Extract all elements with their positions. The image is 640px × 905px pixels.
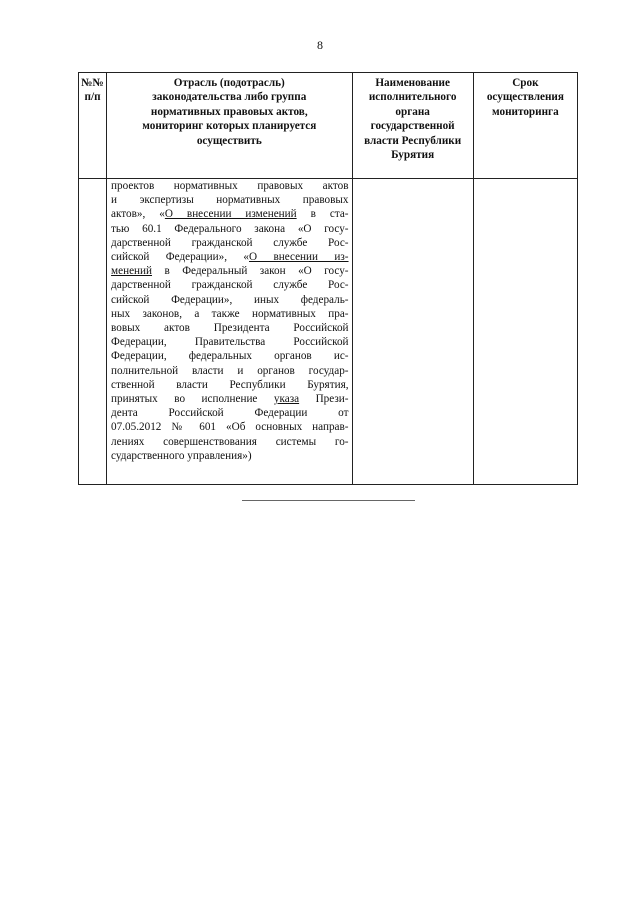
link-o-vnesenii-izmeneniy[interactable]: О внесении изменений [164, 208, 297, 221]
text-line: сударственного управления») [111, 449, 252, 462]
text-line: дарственной гражданской службе Рос- [111, 279, 349, 292]
text-line: полнительной власти и органов государ- [111, 364, 349, 377]
table-row [79, 179, 578, 485]
header-term: Срок осуществления мониторинга [473, 73, 577, 179]
row-number-cell [79, 179, 107, 485]
row-branch-cell [107, 179, 352, 485]
text-line: дарственной гражданской службе Рос- [111, 236, 349, 249]
text-line: и экспертизы нормативных правовых [111, 194, 349, 207]
text-line: принятых во исполнение указа Прези- [111, 393, 349, 406]
monitoring-table [78, 72, 578, 485]
end-rule [242, 500, 415, 501]
text-line: менений в Федеральный закон «О госу- [111, 265, 349, 278]
text-line: ственной власти Республики Бурятия, [111, 378, 349, 391]
link-o-vnesenii-izmeneniy-fz[interactable]: О внесении из- [249, 251, 349, 264]
text-line: лениях совершенствования системы го- [111, 435, 349, 448]
text-line: сийской Федерации», «О внесении из- [111, 251, 349, 264]
text-line: дента Российской Федерации от [111, 407, 349, 420]
header-agency: Наименование исполнительного органа государственной власти Республики Бурятия [352, 73, 473, 179]
text-line: 07.05.2012 № 601 «Об основных направ- [111, 421, 349, 434]
link-o-vnesenii-izmeneniy-fz-cont[interactable]: менений [111, 265, 153, 278]
link-ukaz[interactable]: указа [273, 393, 300, 406]
text-line: проектов нормативных правовых актов [111, 180, 349, 192]
text-line: Федерации, федеральных органов ис- [111, 350, 349, 363]
header-number: №№ п/п [79, 73, 107, 179]
text-line: Федерации, Правительства Российской [111, 336, 349, 349]
text-line: актов», «О внесении изменений в ста- [111, 208, 349, 221]
row-term-cell [473, 179, 577, 485]
text-line: сийской Федерации», иных федераль- [111, 293, 349, 306]
header-branch: Отрасль (подотрасль) законодательства либо группа нормативных правовых актов, мониторинг которых планируется осуществить [107, 73, 352, 179]
row-agency-cell [352, 179, 473, 485]
page-number: 8 [317, 38, 323, 52]
text-line: ных законов, а также нормативных пра- [111, 307, 349, 320]
table-header-row [79, 73, 578, 179]
text-line: вовых актов Президента Российской [111, 322, 349, 335]
text-line: тью 60.1 Федерального закона «О госу- [111, 222, 349, 235]
